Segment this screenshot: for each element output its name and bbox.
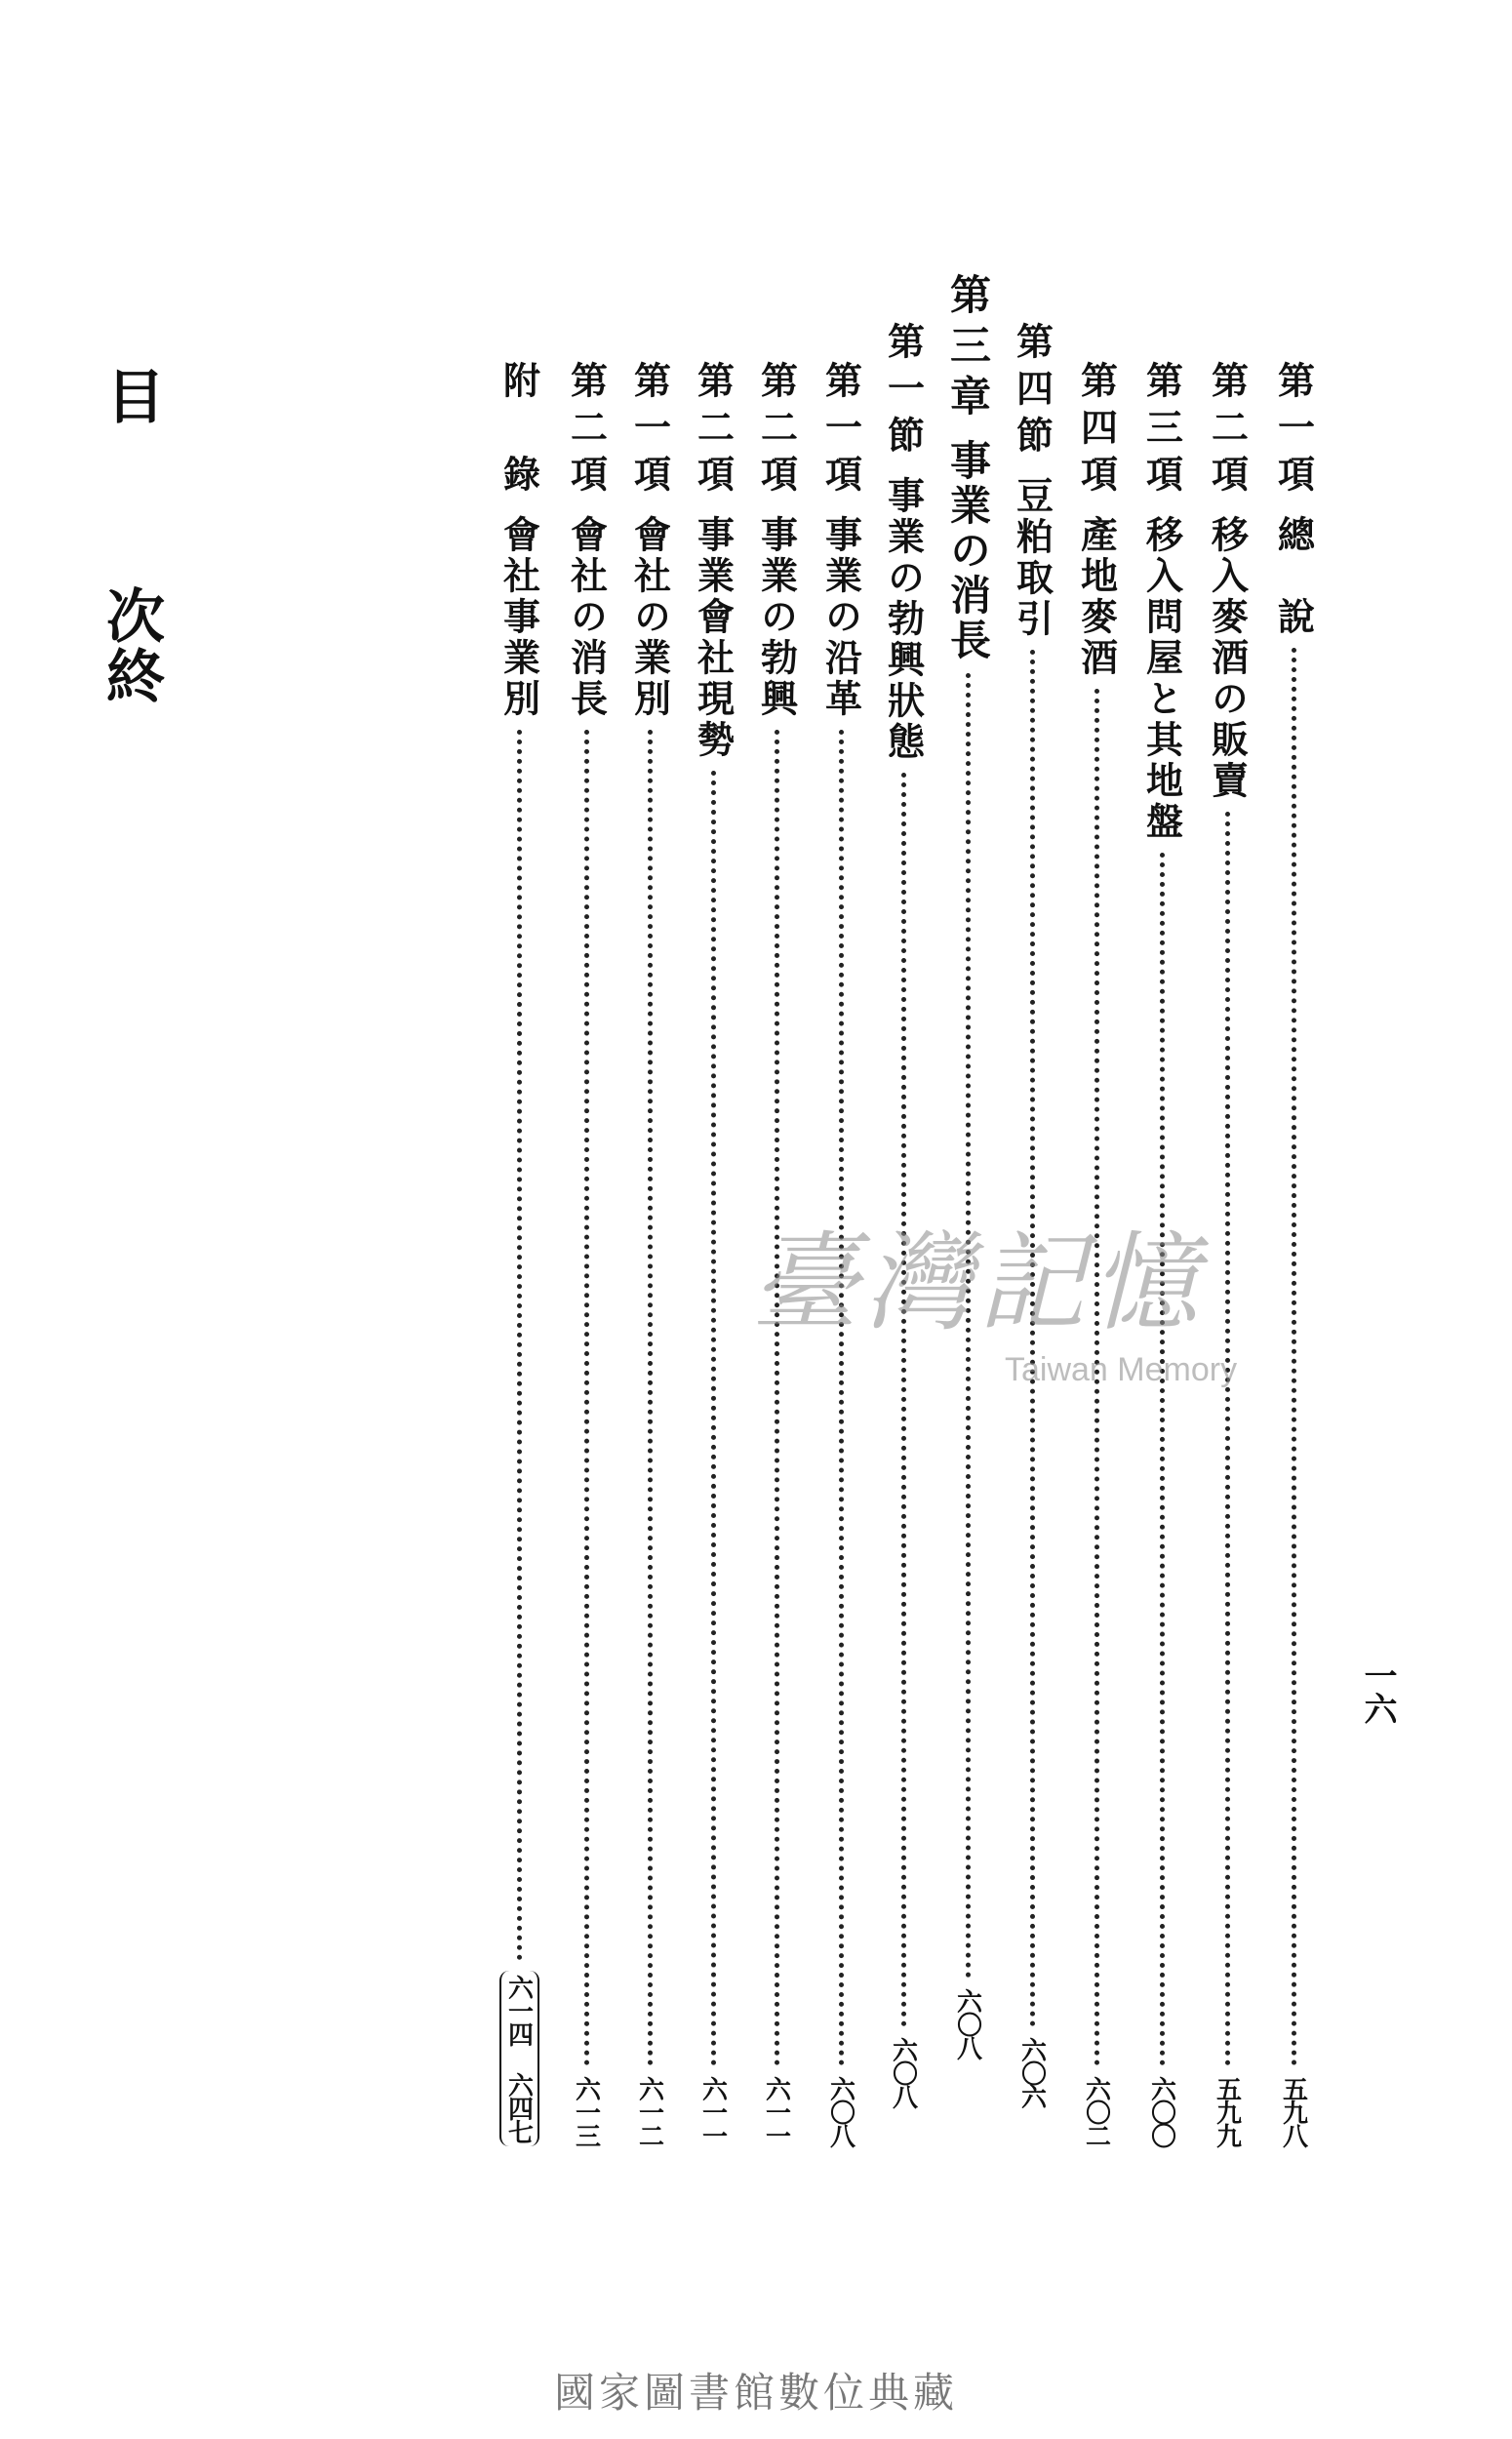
toc-row-label: 第三章 [944,273,992,425]
toc-row-title: 事業の勃興狀態 [881,476,926,763]
toc-row-page: 六〇八 [888,2037,918,2107]
leader-dots [711,771,716,2066]
toc-row-label: 第三項 [1139,361,1184,501]
toc-row-label: 第一項 [627,361,672,501]
toc-row-title: 產地麥酒 [1074,515,1119,679]
toc-row-page: 六〇八 [825,2076,855,2146]
toc-row [688,361,738,2146]
leader-dots [1030,650,1035,2027]
toc-row-page: 五九八 [1278,2076,1308,2146]
leader-dots [1292,648,1296,2066]
toc-row-title: 總 說 [1271,515,1316,638]
toc-row [1136,361,1187,2146]
toc-row-page: 五九九 [1212,2076,1242,2146]
leader-dots [901,773,906,2027]
watermark-english: Taiwan Memory [1005,1351,1238,1388]
toc-row-label: 第二項 [754,361,799,501]
toc-row-title: 事業の消長 [944,439,992,663]
toc-row-title: 移入問屋と其地盤 [1139,515,1184,843]
toc-row-label: 第二項 [691,361,736,501]
toc-row [1007,322,1057,2107]
toc-row-label: 第一項 [818,361,863,501]
leader-dots [1160,853,1165,2066]
toc-row-page: 六〇八 [952,1988,982,2059]
toc-row-title: 事業の沿革 [818,515,863,720]
toc-row-page: 六〇二 [1081,2076,1111,2146]
leader-dots [966,673,971,1979]
toc-row-title: 會社事業別 [497,515,541,720]
toc-row-page: 六一二 [634,2076,664,2146]
toc-row [1202,361,1253,2146]
page-title-ji-owari: 次終 [97,585,165,706]
toc-row-label: 第四節 [1010,322,1054,462]
toc-row-title: 會社の消長 [564,515,609,720]
toc-row-label: 第一項 [1271,361,1316,501]
leader-dots [517,730,522,1961]
toc-row [816,361,866,2146]
toc-row-title: 會社の業別 [627,515,672,720]
toc-row-title: 豆粕取引 [1010,476,1054,640]
leader-dots [584,730,589,2066]
toc-row-page: 六〇〇 [1146,2076,1176,2146]
toc-row [878,322,929,2107]
page-title-moku: 目 [97,366,165,424]
leader-dots [775,730,779,2066]
toc-appendix-row [494,361,544,2146]
toc-row-title: 移入麥酒の販賣 [1205,515,1250,802]
leader-dots [1225,812,1230,2066]
toc-row [1268,361,1319,2146]
toc-chapter-row [942,273,993,2059]
toc-row-label: 第二項 [1205,361,1250,501]
toc-row-label: 附 錄 [497,361,541,501]
toc-row-page: 六一三 [571,2076,601,2146]
leader-dots [839,730,844,2066]
toc-row-page: 六〇六 [1016,2037,1047,2107]
toc-row-title: 事業の勃興 [754,515,799,720]
toc-row-page: 六一四 六四七 [499,1971,539,2146]
toc-row [624,361,675,2146]
toc-row [1071,361,1122,2146]
toc-row [561,361,612,2146]
toc-row-page: 六一一 [697,2076,728,2146]
toc-row-title: 事業會社現勢 [691,515,736,761]
watermark-logo: 臺灣記憶 [751,1220,1204,1345]
toc-row-label: 第二項 [564,361,609,501]
toc-row-label: 第一節 [881,322,926,462]
leader-dots [1094,689,1099,2066]
leader-dots [648,730,653,2066]
toc-row-label: 第四項 [1074,361,1119,501]
toc-row [751,361,802,2146]
toc-row-page: 六一一 [761,2076,791,2146]
footer-archive-label: 國家圖書館數位典藏 [553,2369,958,2417]
page-number: 一六 [1358,1659,1397,1725]
